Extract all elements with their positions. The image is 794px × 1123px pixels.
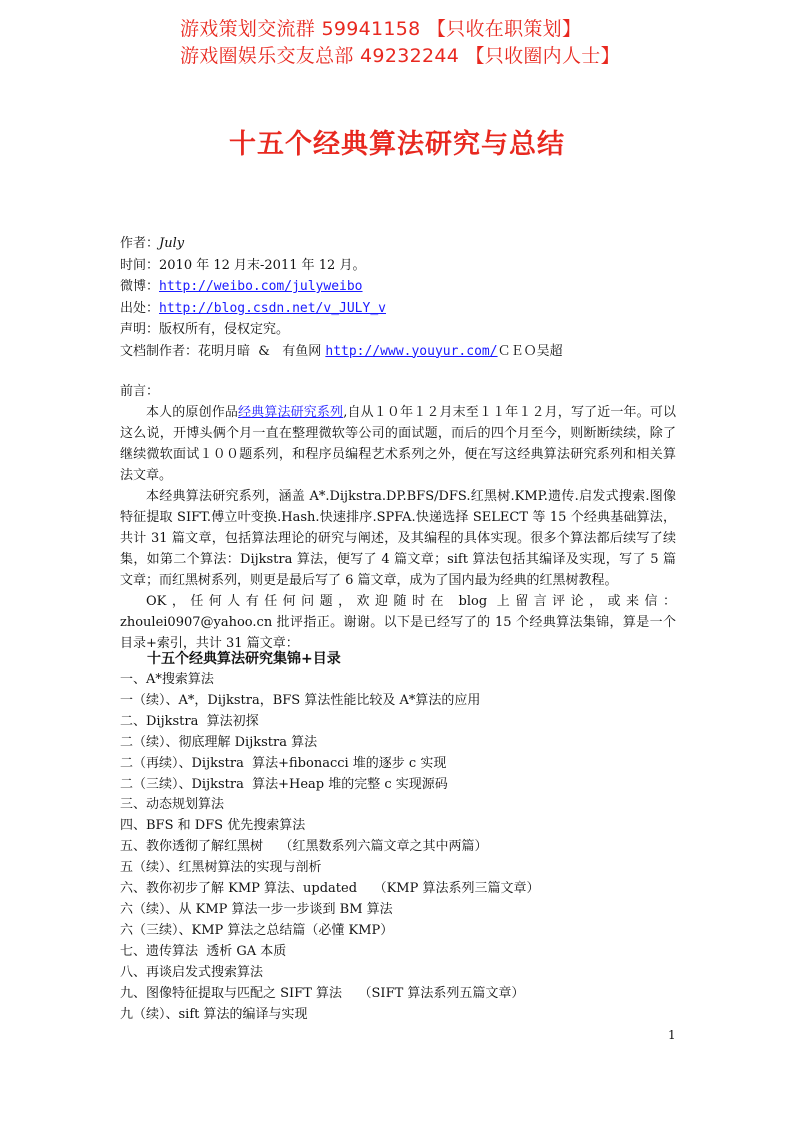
promo-line-2: 游戏圈娱乐交友总部 49232244 【只收圈内人士】 [180,45,620,67]
promo-line-1: 游戏策划交流群 59941158 【只收在职策划】 [180,18,582,40]
toc-list [120,670,539,1025]
preface-p1-rest: ,自从１０年１２月末至１１年１２月，写了近一年。可以这么说，开博头俩个月一直在整理微软等公司的面试题，而后的四个月至今，则断断续续，除了继续微软面试１００题系列，和程序员编程艺术系列之外，便在写这经典算法研究系列和相关算法文章。 [120,405,676,483]
weibo-row [120,276,563,298]
producer-suffix: ＣＥＯ吴超 [497,343,563,359]
toc-item: 一、A*搜索算法 [120,672,214,687]
toc-item: 一（续）、A*，Dijkstra，BFS 算法性能比较及 A*算法的应用 [120,692,481,708]
toc-item: 七、遗传算法 透析 GA 本质 [120,943,287,959]
toc-item: 二（续）、彻底理解 Dijkstra 算法 [120,734,318,750]
source-row [120,298,563,320]
producer-row [120,341,563,363]
series-link[interactable]: 经典算法研究系列 [238,405,344,420]
toc-item: 五、教你透彻了解红黑树 （红黑数系列六篇文章之其中两篇） [120,839,488,855]
toc-item: 六（续）、从 KMP 算法一步一步谈到 BM 算法 [120,901,393,917]
statement-row: 声明：版权所有，侵权定究。 [120,322,290,337]
preface-p1-text: 本人的原创作品 [146,405,239,420]
toc-heading: 十五个经典算法研究集锦+目录 [147,651,341,667]
time-row: 时间：2010 年 12 月末-2011 年 12 月。 [120,257,366,273]
preface-paragraph-2: 本经典算法研究系列，涵盖 A*.Dijkstra.DP.BFS/DFS.红黑树.KMP.遗传.启发式搜索.图像特征提取 SIFT.傅立叶变换.Hash.快速排序.SPFA.快递选择 SELECT 等 15 个经典基础算法，共计 31 篇文章，包括算法理论的研究与阐述，及其编程的具体实现。很多个算法都后续写了续集，如第二个算法：Dijkstra 算法，便写了 4 篇文章；sift 算法包括其编译及实现，写了 5 篇文章；而红黑树系列，则更是最后写了 6 篇文章，成为了国内最为经典的红黑树教程。 [120,489,676,588]
toc-item: 九（续）、sift 算法的编译与实现 [120,1006,308,1022]
producer-label: 文档制作者：花明月暗 & 有鱼网 [120,343,326,359]
preface [120,381,676,654]
source-label: 出处： [120,300,160,316]
toc-item: 四、BFS 和 DFS 优先搜索算法 [120,818,306,834]
document-title: 十五个经典算法研究与总结 [229,129,565,160]
toc-item: 九、图像特征提取与匹配之 SIFT 算法 （SIFT 算法系列五篇文章） [120,985,525,1001]
toc-item: 二（再续）、Dijkstra 算法+fibonacci 堆的逐步 c 实现 [120,755,447,771]
weibo-label: 微博： [120,279,160,294]
source-link[interactable]: http://blog.csdn.net/v_JULY_v [159,300,386,316]
document-meta [120,233,563,362]
toc-item: 二、Dijkstra 算法初探 [120,713,259,729]
weibo-link[interactable]: http://weibo.com/julyweibo [159,279,363,294]
author-row [120,233,563,255]
preface-paragraph-3: OK，任何人有任何问题，欢迎随时在 blog 上留言评论，或来信：zhoulei0907@yahoo.cn 批评指正。谢谢。以下是已经写了的 15 个经典算法集锦，算是一个目录+索引，共计 31 篇文章： [120,594,676,651]
producer-link[interactable]: http://www.youyur.com/ [325,343,498,359]
toc-item: 六（三续）、KMP 算法之总结篇（必懂 KMP） [120,922,394,938]
page-number: 1 [668,1028,676,1042]
toc-item: 六、教你初步了解 KMP 算法、updated （KMP 算法系列三篇文章） [120,881,540,897]
author-label: 作者： [120,236,160,251]
preface-label: 前言： [120,384,160,399]
author-name: July [159,236,185,251]
toc-item: 五（续）、红黑树算法的实现与剖析 [120,860,322,876]
toc-item: 三、动态规划算法 [120,797,225,813]
toc-item: 二（三续）、Dijkstra 算法+Heap 堆的完整 c 实现源码 [120,776,448,792]
toc-item: 八、再谈启发式搜索算法 [120,964,264,980]
preface-paragraph-1 [120,402,676,486]
